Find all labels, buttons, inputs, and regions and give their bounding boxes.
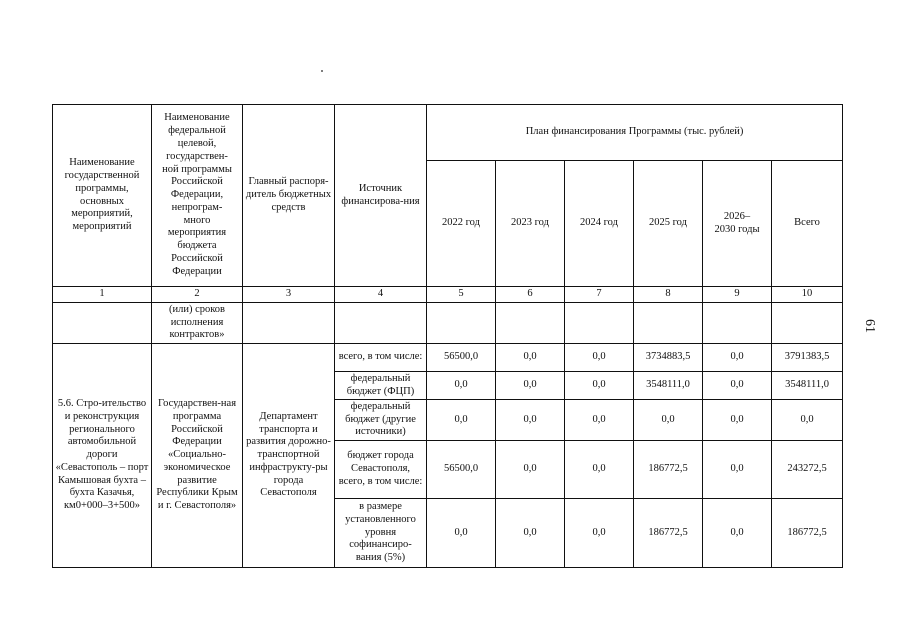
column-number: 9 (703, 287, 772, 303)
value-cell: 0,0 (496, 441, 565, 499)
header-federal-program-line: федеральной (168, 125, 226, 137)
continuation-text: (или) сроков исполнения контрактов» (152, 303, 243, 344)
value-cell: 0,0 (496, 344, 565, 372)
header-federal-program-line: государствен- (166, 150, 228, 162)
empty-cell (53, 303, 152, 344)
value-cell: 0,0 (703, 344, 772, 372)
page-number: 61 (862, 319, 877, 333)
value-cell: 0,0 (703, 499, 772, 568)
source-label: в размере установленного уровня софинансиро-вания (5%) (335, 499, 427, 568)
header-years-2026-2030: 2026– 2030 годы (703, 161, 772, 287)
header-financing-plan: План финансирования Программы (тыс. рублей) (427, 105, 843, 161)
value-cell: 0,0 (703, 400, 772, 441)
source-label: федеральный бюджет (ФЦП) (335, 372, 427, 400)
value-cell: 0,0 (772, 400, 843, 441)
header-total: Всего (772, 161, 843, 287)
federal-program-name: Государствен-ная программа Российской Федерации «Социально-экономическое развитие Республики Крым и г. Севастополя» (152, 344, 243, 568)
header-federal-program-line: Федерации (172, 265, 222, 277)
column-number: 2 (152, 287, 243, 303)
header-federal-program-line: бюджета (177, 240, 217, 252)
event-name: 5.6. Стро-ительство и реконструкция регионального автомобильной дороги «Севастополь – порт Камышовая бухта – бухта Казачья, км0+000–3+500» (53, 344, 152, 568)
value-cell: 0,0 (496, 400, 565, 441)
value-cell: 3791383,5 (772, 344, 843, 372)
value-cell: 0,0 (703, 372, 772, 400)
empty-cell (496, 303, 565, 344)
header-budget-manager: Главный распоря-дитель бюджетных средств (243, 105, 335, 287)
header-year-2024: 2024 год (565, 161, 634, 287)
column-number: 1 (53, 287, 152, 303)
empty-cell (634, 303, 703, 344)
column-number: 7 (565, 287, 634, 303)
header-year-2025: 2025 год (634, 161, 703, 287)
header-federal-program-line: непрограм- (171, 201, 223, 213)
value-cell: 186772,5 (634, 499, 703, 568)
value-cell: 0,0 (496, 372, 565, 400)
value-cell: 0,0 (703, 441, 772, 499)
header-federal-program-line: ной программы (162, 163, 232, 175)
empty-cell (243, 303, 335, 344)
empty-cell (703, 303, 772, 344)
column-number: 5 (427, 287, 496, 303)
value-cell: 0,0 (496, 499, 565, 568)
column-number: 10 (772, 287, 843, 303)
source-label: всего, в том числе: (335, 344, 427, 372)
value-cell: 3734883,5 (634, 344, 703, 372)
value-cell: 0,0 (427, 400, 496, 441)
value-cell: 3548111,0 (634, 372, 703, 400)
header-program-name: Наименование государственной программы, основных мероприятий, мероприятий (53, 105, 152, 287)
column-number: 4 (335, 287, 427, 303)
value-cell: 0,0 (565, 400, 634, 441)
value-cell: 186772,5 (772, 499, 843, 568)
header-federal-program-line: мероприятия (167, 227, 227, 239)
value-cell: 0,0 (565, 441, 634, 499)
column-number: 8 (634, 287, 703, 303)
value-cell: 0,0 (634, 400, 703, 441)
header-federal-program-line: Федерации, (170, 189, 224, 201)
value-cell: 56500,0 (427, 441, 496, 499)
header-federal-program-line: целевой, (177, 137, 217, 149)
header-funding-source: Источник финансирова-ния (335, 105, 427, 287)
header-federal-program-line: Российской (171, 253, 223, 265)
empty-cell (335, 303, 427, 344)
column-number: 6 (496, 287, 565, 303)
value-cell: 243272,5 (772, 441, 843, 499)
column-number: 3 (243, 287, 335, 303)
value-cell: 0,0 (565, 344, 634, 372)
value-cell: 0,0 (427, 372, 496, 400)
value-cell: 3548111,0 (772, 372, 843, 400)
source-label: бюджет города Севастополя, всего, в том числе: (335, 441, 427, 499)
header-federal-program-line: Наименование (164, 112, 230, 124)
value-cell: 0,0 (565, 499, 634, 568)
value-cell: 0,0 (565, 372, 634, 400)
empty-cell (772, 303, 843, 344)
value-cell: 0,0 (427, 499, 496, 568)
header-federal-program (152, 105, 243, 287)
header-federal-program-line: много (183, 214, 211, 226)
header-year-2023: 2023 год (496, 161, 565, 287)
empty-cell (427, 303, 496, 344)
value-cell: 56500,0 (427, 344, 496, 372)
header-year-2022: 2022 год (427, 161, 496, 287)
empty-cell (565, 303, 634, 344)
financing-table (52, 104, 843, 568)
scan-speck (321, 70, 323, 72)
source-label: федеральный бюджет (другие источники) (335, 400, 427, 441)
header-federal-program-line: Российской (171, 176, 223, 188)
value-cell: 186772,5 (634, 441, 703, 499)
budget-manager-name: Департамент транспорта и развития дорожно-транспортной инфраструкту-ры города Севастополя (243, 344, 335, 568)
